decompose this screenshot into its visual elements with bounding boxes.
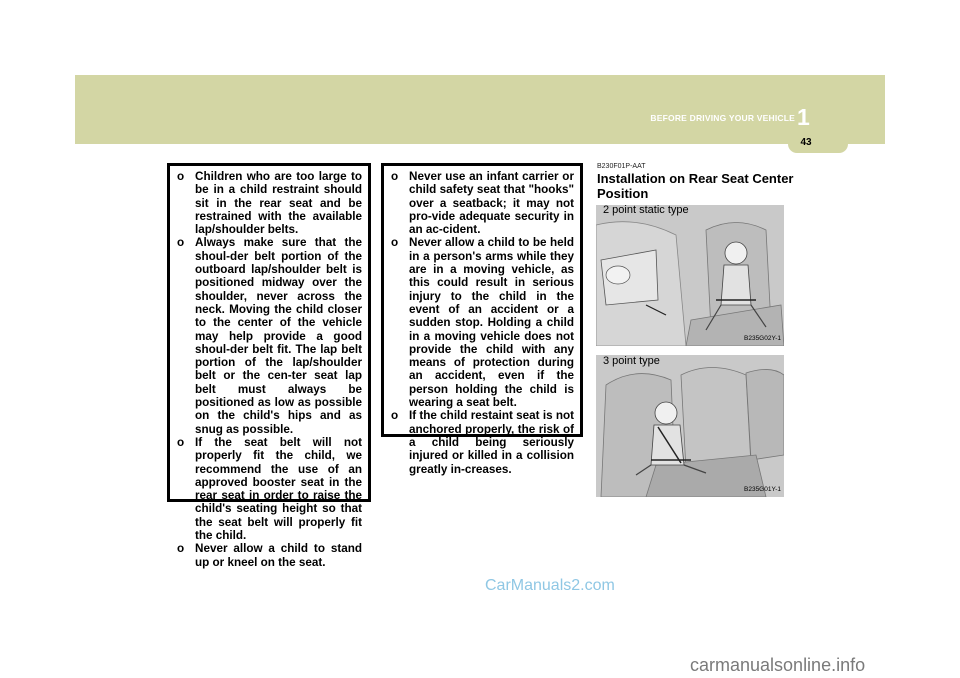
chapter-title: BEFORE DRIVING YOUR VEHICLE (650, 113, 795, 123)
warning-item (177, 436, 362, 542)
figure-code: B235G01Y-1 (744, 486, 781, 493)
child-seat-illustration (596, 205, 784, 346)
warning-item-text: Never allow a child to stand up or kneel on the seat. (195, 542, 362, 569)
warning-item (391, 409, 574, 475)
figure-2-point-static (596, 205, 784, 346)
bullet-glyph: o (177, 542, 185, 556)
warning-item (391, 236, 574, 409)
watermark-bottom: carmanualsonline.info (690, 655, 866, 675)
bullet-glyph: o (177, 435, 185, 449)
section-title: Installation on Rear Seat Center Position (597, 171, 794, 201)
header-band (75, 75, 885, 144)
bullet-glyph: o (177, 170, 185, 183)
warning-item (177, 236, 362, 435)
warning-item-text: If the child restaint seat is not anchored properly, the risk of a child being seriously injured or killed in a collision greatly in-creases. (409, 409, 574, 476)
chapter-number: 1 (797, 104, 810, 130)
figure-label: 3 point type (603, 355, 660, 367)
warning-box-middle (381, 163, 583, 476)
section-code: B230F01P-AAT (597, 163, 646, 170)
warning-item (391, 170, 574, 236)
bullet-glyph: o (391, 170, 399, 183)
warning-item-text: If the seat belt will not properly fit the child, we recommend the use of an approved booster seat in the rear seat in order to raise the child's seating height so that the seat belt will properly fit the child. (195, 435, 362, 543)
warning-item (177, 542, 362, 569)
watermark-top: CarManuals2.com (485, 577, 615, 594)
figure-label: 2 point static type (603, 205, 689, 216)
bullet-glyph: o (391, 409, 399, 423)
figure-code: B235G02Y-1 (744, 335, 781, 342)
warning-item-text: Always make sure that the shoul-der belt portion of the outboard lap/shoulder belt is positioned midway over the shoulder, never across the neck. Moving the child closer to the center of the vehicle may help provide a good shoul-der belt fit. The lap belt portion of the lap/shoulder belt or the cen-ter seat lap belt must always be positioned as low as possible on the child's hips and as snug as possible. (195, 236, 362, 436)
figure-3-point (596, 355, 784, 497)
warning-item (177, 170, 362, 236)
page-number: 43 (800, 137, 812, 148)
bullet-glyph: o (391, 236, 399, 250)
warning-item-text: Children who are too large to be in a child restraint should sit in the rear seat and be restrained with the available lap/shoulder belts. (195, 170, 362, 237)
warning-item-text: Never use an infant carrier or child safety seat that "hooks" over a seatback; it may not pro-vide adequate security in an ac-cident. (409, 170, 574, 237)
warning-box-left (167, 163, 371, 569)
warning-item-text: Never allow a child to be held in a person's arms while they are in a moving vehicle, as this could result in serious injury to the child in the event of an accident or a sudden stop. Holding a child in a moving vehicle does not provide the child with any means of protection during an accident, even if the person holding the child is wearing a seat belt. (409, 236, 574, 410)
bullet-glyph: o (177, 236, 185, 250)
booster-seat-illustration (596, 355, 784, 497)
